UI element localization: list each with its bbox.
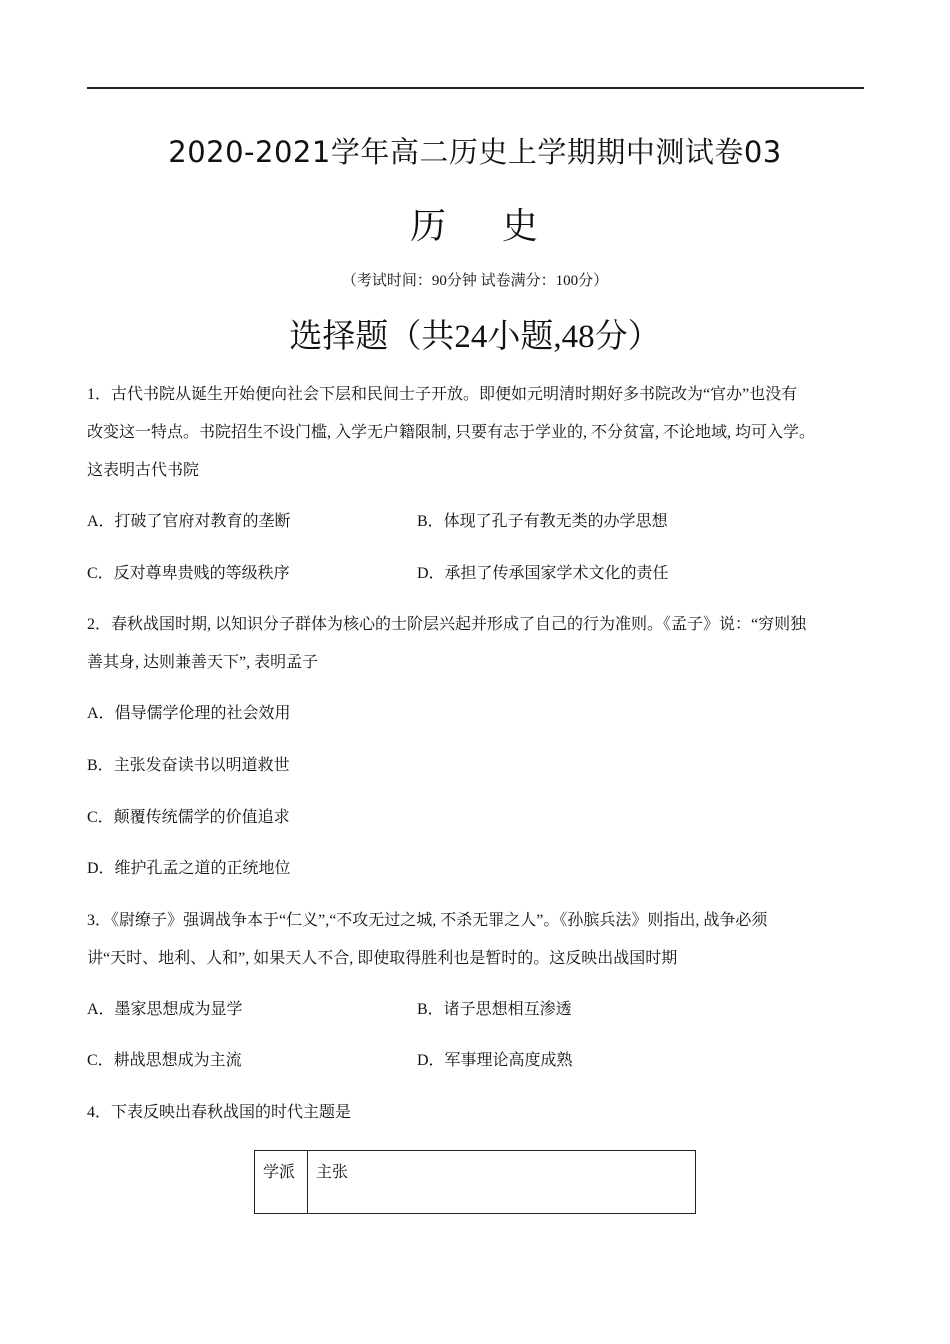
- question-2-line-2: 善其身, 达则兼善天下”, 表明孟子: [87, 654, 319, 671]
- exam-info: （考试时间：90分钟 试卷满分：100分）: [341, 273, 609, 289]
- question-2-option-a[interactable]: A．倡导儒学伦理的社会效用: [87, 705, 291, 722]
- question-2-option-b[interactable]: B．主张发奋读书以明道救世: [87, 757, 290, 774]
- question-3-option-d[interactable]: D．军事理论高度成熟: [417, 1052, 573, 1069]
- question-3-option-a[interactable]: A．墨家思想成为显学: [87, 1001, 243, 1018]
- question-1-option-b[interactable]: B．体现了孔子有教无类的办学思想: [417, 513, 668, 530]
- table-row: [255, 1151, 696, 1214]
- exam-title: 2020-2021学年高二历史上学期期中测试卷03: [168, 135, 782, 169]
- section-heading: 选择题（共24小题,48分）: [289, 319, 661, 355]
- question-4-table: [254, 1150, 696, 1214]
- question-1-option-a[interactable]: A．打破了官府对教育的垄断: [87, 513, 291, 530]
- question-1-line-1: 1．古代书院从诞生开始便向社会下层和民间士子开放。即便如元明清时期好多书院改为“官办”也没有: [87, 386, 798, 403]
- question-3-line-1: 3．《尉缭子》强调战争本于“仁义”,“不攻无过之城, 不杀无罪之人”。《孙膑兵法》则指出, 战争必须: [87, 912, 768, 929]
- question-2-option-c[interactable]: C．颠覆传统儒学的价值追求: [87, 809, 290, 826]
- question-2-option-d[interactable]: D．维护孔孟之道的正统地位: [87, 860, 291, 877]
- table-header-school: 学派: [255, 1151, 308, 1214]
- question-3-line-2: 讲“天时、地利、人和”, 如果天人不合, 即使取得胜利也是暂时的。这反映出战国时期: [87, 950, 678, 967]
- header-rule: [87, 87, 864, 89]
- question-2-line-1: 2．春秋战国时期, 以知识分子群体为核心的士阶层兴起并形成了自己的行为准则。《孟子》说：“穷则独: [87, 616, 807, 633]
- question-3-option-c[interactable]: C．耕战思想成为主流: [87, 1052, 242, 1069]
- table-header-claim: 主张: [308, 1151, 696, 1214]
- question-1-option-d[interactable]: D．承担了传承国家学术文化的责任: [417, 565, 669, 582]
- question-1-option-c[interactable]: C．反对尊卑贵贱的等级秩序: [87, 565, 290, 582]
- question-1-line-2: 改变这一特点。书院招生不设门槛, 入学无户籍限制, 只要有志于学业的, 不分贫富, 不论地域, 均可入学。: [87, 424, 816, 441]
- question-4-line-1: 4．下表反映出春秋战国的时代主题是: [87, 1104, 352, 1121]
- question-1-line-3: 这表明古代书院: [87, 462, 200, 479]
- subject-heading: 历 史: [410, 206, 540, 247]
- question-3-option-b[interactable]: B．诸子思想相互渗透: [417, 1001, 572, 1018]
